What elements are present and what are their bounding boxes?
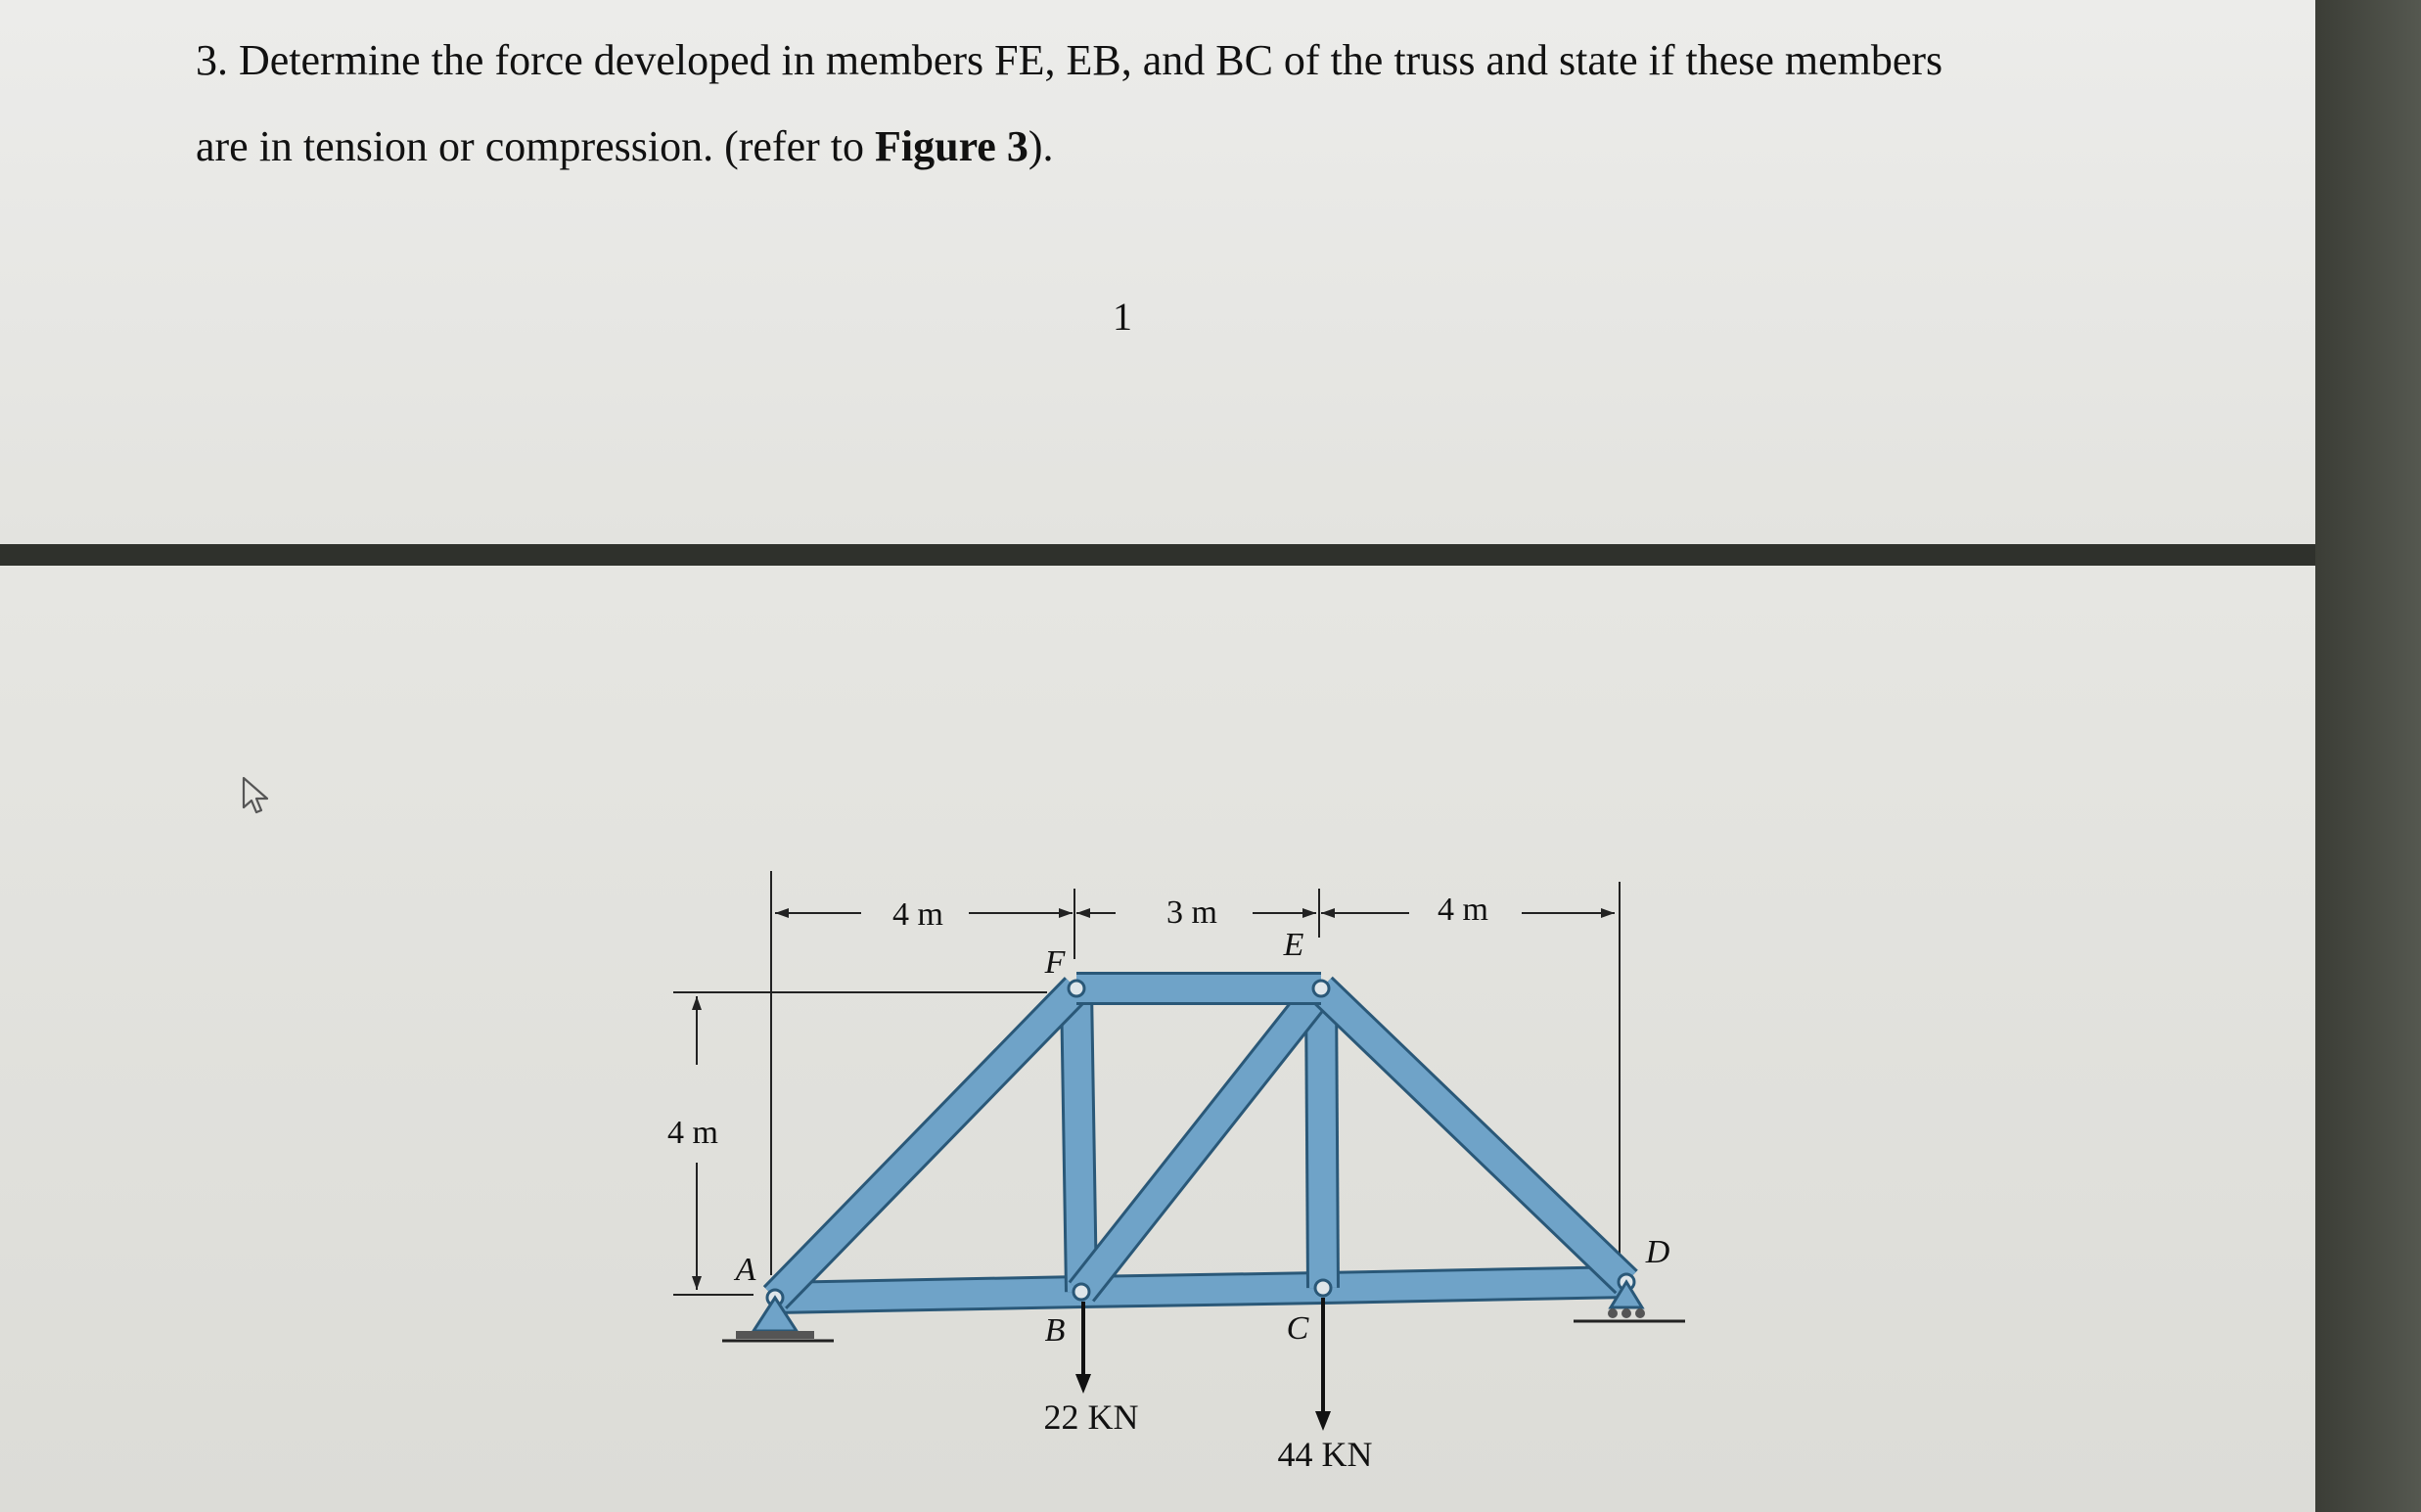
pin-b bbox=[1073, 1284, 1089, 1300]
member-ec bbox=[1321, 988, 1323, 1288]
member-fb bbox=[1076, 988, 1081, 1292]
load-label-b: 22 KN bbox=[1043, 1397, 1139, 1437]
member-cd bbox=[1323, 1282, 1626, 1288]
member-ab bbox=[775, 1292, 1081, 1298]
member-eb bbox=[1081, 988, 1321, 1292]
joint-label-b: B bbox=[1044, 1312, 1066, 1349]
pin-f bbox=[1069, 981, 1084, 996]
load-label-c: 44 KN bbox=[1277, 1435, 1373, 1474]
dim-label-ed: 4 m bbox=[1438, 892, 1488, 928]
figure-reference: Figure 3 bbox=[875, 122, 1028, 170]
joint-label-d: D bbox=[1645, 1234, 1670, 1270]
member-ed bbox=[1321, 988, 1626, 1282]
joint-label-c: C bbox=[1286, 1310, 1309, 1347]
truss-figure bbox=[0, 566, 2321, 1512]
question-number: 3. bbox=[196, 36, 228, 84]
question-text bbox=[196, 18, 1977, 190]
member-bc bbox=[1081, 1288, 1323, 1292]
dim-label-fe: 3 m bbox=[1166, 894, 1217, 931]
truss-members bbox=[775, 988, 1626, 1298]
joint-label-e: E bbox=[1283, 927, 1304, 963]
sheet-seam bbox=[0, 544, 2321, 566]
joint-label-f: F bbox=[1044, 944, 1066, 981]
page-number: 1 bbox=[1113, 295, 1132, 339]
dim-label-af: 4 m bbox=[892, 896, 943, 933]
load-arrow-c bbox=[1315, 1298, 1331, 1431]
pin-e bbox=[1313, 981, 1329, 996]
load-arrow-b bbox=[1075, 1302, 1091, 1394]
dim-label-height: 4 m bbox=[667, 1115, 718, 1151]
question-body: Determine the force developed in members FE, EB, and BC of the truss and state if these members are in tension or compression. (refer to bbox=[196, 36, 1943, 170]
pin-c bbox=[1315, 1280, 1331, 1296]
joint-label-a: A bbox=[735, 1252, 756, 1288]
member-af bbox=[775, 988, 1076, 1298]
background-edge bbox=[2315, 0, 2421, 1512]
question-end: ). bbox=[1028, 122, 1054, 170]
